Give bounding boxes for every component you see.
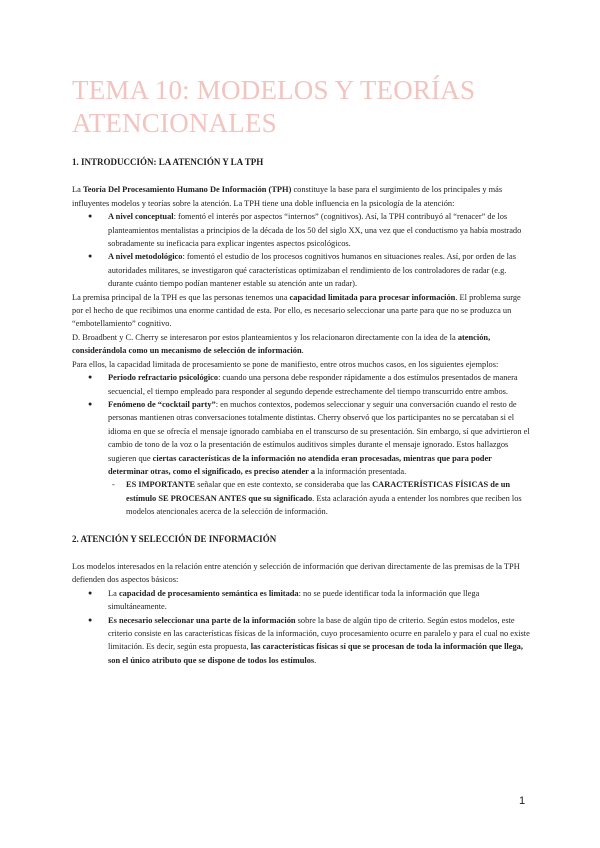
term-periodo-refractario: Periodo refractario psicológico [108,373,219,383]
term-cocktail-party: Fenómeno de “cocktail party” [108,399,216,409]
page-number: 1 [519,795,526,807]
term-seleccionar-parte: Es necesario seleccionar una parte de la información [108,615,296,625]
term-tph: Teoría Del Procesamiento Humano De Información (TPH) [82,185,292,195]
paragraph-tph-intro: La Teoría Del Procesamiento Humano De Información (TPH) constituye la base para el surgimiento de los principales y más influyentes modelos y teorías sobre la atención. La TPH tiene una doble influencia en la psicología de la atención: [72,185,503,208]
paragraph-ejemplos-intro: Para ellos, la capacidad limitada de procesamiento se pone de manifiesto, entre otros muchos casos, en los siguientes ejemplos: [72,359,499,369]
page-title: TEMA 10: MODELOS Y TEORÍAS ATENCIONALES [72,75,476,138]
document-body [72,156,530,667]
section-heading-atencion-seleccion: 2. ATENCIÓN Y SELECCIÓN DE INFORMACIÓN [72,533,277,544]
list-item-nivel-metodologico: ● A nivel metodológico: fomentó el estudio de los procesos cognitivos humanos en situaciones reales. Así, por orden de las autoridades militares, se investigaron qué características optimizaban el rendimiento de los controladores de radar (e.g. durante cuánto tiempo podían mantener estable su atención ante un radar). [108,250,530,290]
aspects-list [72,587,530,667]
list-item-capacidad-semantica: ● La capacidad de procesamiento semántica es limitada: no se puede identificar toda la información que llega simultáneamente. [108,587,530,614]
list-item-seleccionar-parte: ● Es necesario seleccionar una parte de la información sobre la base de algún tipo de criterio. Según estos modelos, este criterio consiste en las características físicas de la información, cuyo procesamiento ocurre en paralelo y para el cual no existe limitación. Es decir, según esta propuesta, las características físicas sí que se procesan de toda la información que llega, son el único atributo que se dispone de todos los estímulos. [108,614,530,668]
term-capacidad-limitada: capacidad limitada para procesar información [289,292,456,302]
term-caracteristicas-fisicas-procesadas: las características físicas sí que se procesan de toda la información que llega, son el único atributo que se dispone de todos los estímulos [108,642,523,665]
examples-list [72,371,530,478]
term-es-importante: ES IMPORTANTE [126,480,196,490]
influence-list [72,210,530,290]
term-capacidad-semantica: capacidad de procesamiento semántica es limitada [118,588,299,598]
paragraph-broadbent-cherry: D. Broadbent y C. Cherry se interesaron por estos planteamientos y los relacionaron directamente con la idea de la atención, considerándola como un mecanismo de selección de información. [72,332,491,356]
list-item-nivel-conceptual: ● A nivel conceptual: fomentó el interés por aspectos “internos” (cognitivos). Así, la TPH contribuyó al “renacer” de los planteamientos mentalistas a principios de la década de los 50 del siglo XX, una vez que el conductismo ya había mostrado sobradamente su ineficacia para explicar ingentes aspectos psicológicos. [108,210,530,250]
term-caracteristicas-fisicas: CARACTERÍSTICAS FÍSICAS de un estímulo SE PROCESAN ANTES que su significado [126,480,511,503]
list-item-cocktail-party: ● Fenómeno de “cocktail party”: en muchos contextos, podemos seleccionar y seguir una conversación cuando el resto de personas mantienen otras conversaciones totalmente distintas. Cherry observó que los participantes no se percataban si el idioma en que se ofrecía el mensaje ignorado cambiaba en el transcurso de su presentación. Sin embargo, sí que advirtieron el cambio de tono de la voz o la presentación de estímulos auditivos simples durante el mensaje ignorado. Estos hallazgos sugieren que ciertas características de la información no atendida eran procesadas, mientras que para poder determinar otras, como el significado, es preciso atender a la información presentada. [108,398,530,478]
paragraph-premisa: La premisa principal de la TPH es que las personas tenemos una capacidad limitada para procesar información. El problema surge por el hecho de que recibimos una enorme cantidad de esta. Por ello, es necesario seleccionar una parte para que no se produzca un “embotellamiento” cognitivo. [72,292,521,329]
list-item-periodo-refractario: ● Periodo refractario psicológico: cuando una persona debe responder rápidamente a dos estímulos presentados de manera secuencial, el tiempo empleado para responder al segundo depende estrechamente del tiempo transcurrido entre ambos. [108,371,530,398]
term-nivel-metodologico: A nivel metodológico [108,252,183,262]
section-heading-introduccion: 1. INTRODUCCIÓN: LA ATENCIÓN Y LA TPH [72,157,264,167]
term-atencion-seleccion: atención, considerándola como un mecanismo de selección de información [72,332,491,356]
paragraph-modelos-intro: Los modelos interesados en la relación entre atención y selección de información que derivan directamente de las premisas de la TPH defienden dos aspectos básicos: [72,561,520,585]
list-item-es-importante: - ES IMPORTANTE señalar que en este contexto, se consideraba que las CARACTERÍSTICAS FÍSICAS de un estímulo SE PROCESAN ANTES que su significado. Esta aclaración ayuda a entender los nombres que reciben los modelos atencionales acerca de la selección de información. [126,478,530,518]
term-nivel-conceptual: A nivel conceptual [108,212,174,222]
term-caracteristicas-no-atendidas: ciertas características de la información no atendida eran procesadas, mientras que para poder determinar otras, como el significado, es preciso atender a [108,453,492,476]
note-list [72,478,530,518]
